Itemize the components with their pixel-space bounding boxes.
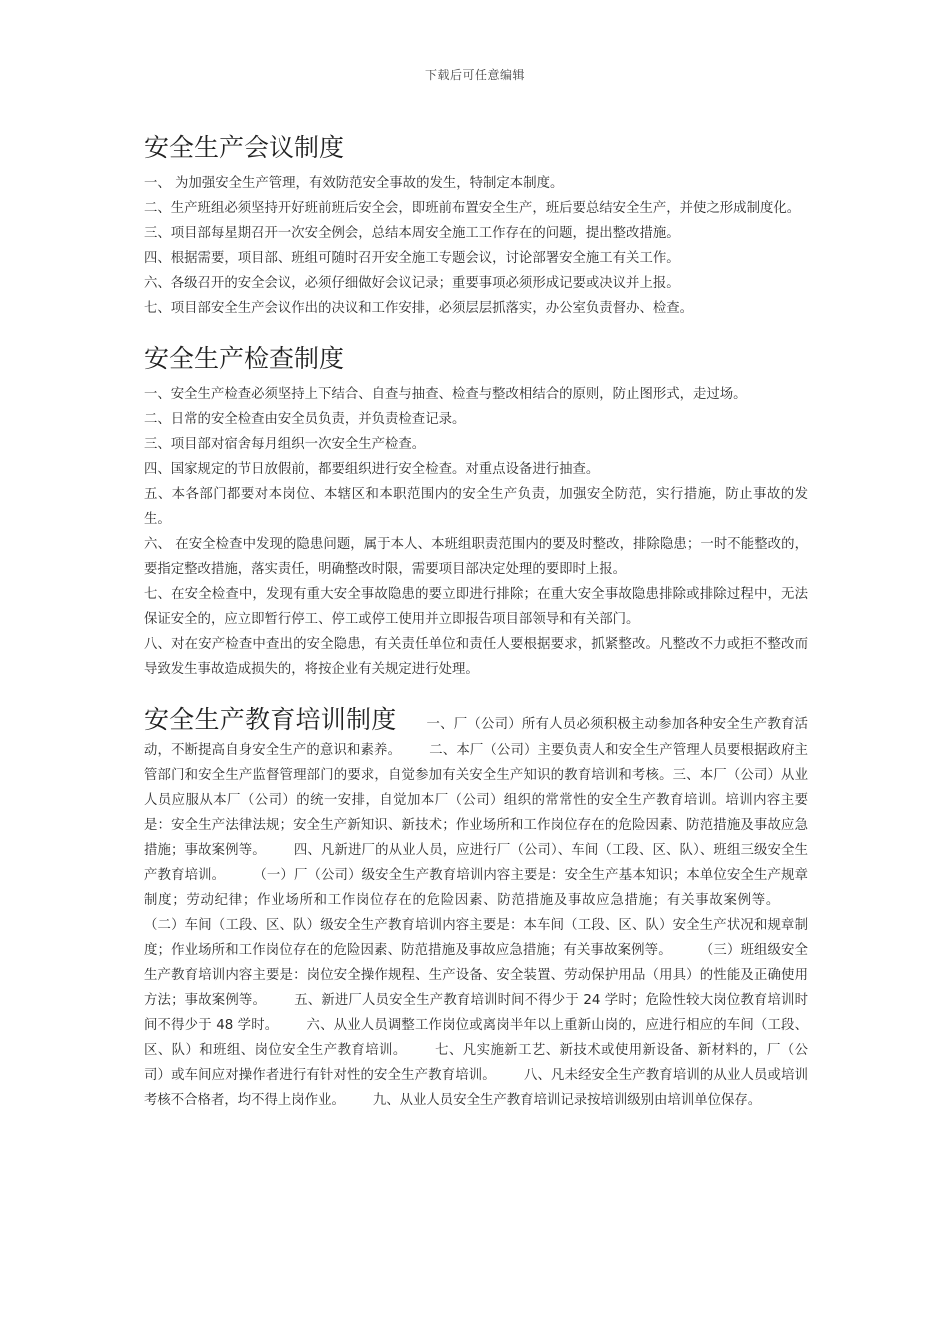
paragraph: 六、 在安全检查中发现的隐患问题，属于本人、本班组职责范围内的要及时整改，排除隐患；一时不能整改的，要指定整改措施，落实责任，明确整改时限，需要项目部决定处理的要即时上报。 [144, 537, 808, 577]
section-training-system [144, 702, 808, 1113]
paragraph: 八、凡未经安全生产教育培训的从业人员或培训考核不合格者，均不得上岗作业。 [144, 1068, 808, 1108]
section-meeting-system [144, 130, 808, 321]
paragraph: 七、在安全检查中，发现有重大安全事故隐患的要立即进行排除；在重大安全事故隐患排除或排除过程中，无法保证安全的，应立即暂行停工、停工或停工使用并立即报告项目部领导和有关部门。 [144, 587, 808, 627]
paragraph: 六、各级召开的安全会议，必须仔细做好会议记录；重要事项必须形成记要或决议并上报。 [144, 276, 680, 291]
paragraph: 一、 为加强安全生产管理，有效防范安全事故的发生，特制定本制度。 [144, 176, 564, 191]
paragraph: 六、从业人员调整工作岗位或离岗半年以上重新山岗的，应进行相应的车间（工段、区、队）和班组、岗位安全生产教育培训。 [144, 1018, 808, 1058]
paragraph: 九、从业人员安全生产教育培训记录按培训级别由培训单位保存。 [372, 1093, 762, 1108]
training-flow-text [144, 702, 808, 1113]
paragraph: 五、本各部门都要对本岗位、本辖区和本职范围内的安全生产负责，加强安全防范，实行措施，防止事故的发生。 [144, 487, 808, 527]
paragraph: 四、根据需要，项目部、班组可随时召开安全施工专题会议，讨论部署安全施工有关工作。 [144, 251, 680, 266]
paragraph: 二、本厂（公司）主要负责人和安全生产管理人员要根据政府主管部门和安全生产监督管理部门的要求，自觉参加有关安全生产知识的教育培训和考核。三、本厂（公司）从业人员应服从本厂（公司）的统一安排，自觉加本厂（公司）组织的常常性的安全生产教育培训。培训内容主要是：安全生产法律法规；安全生产新知识、新技术；作业场所和工作岗位存在的危险因素、防范措施及事故应急措施；事故案例等。 [144, 743, 809, 858]
paragraph: 八、对在安产检查中查出的安全隐患，有关责任单位和责任人要根据要求，抓紧整改。凡整改不力或拒不整改而导致发生事故造成损失的，将按企业有关规定进行处理。 [144, 637, 808, 677]
section-title: 安全生产检查制度 [144, 344, 345, 373]
paragraph: 二、日常的安全检查由安全员负责，并负责检查记录。 [144, 412, 466, 427]
paragraph: 四、凡新进厂的从业人员，应进行厂（公司）、车间（工段、区、队）、班组三级安全生产教育培训。 [144, 843, 808, 883]
paragraph: （二）车间（工段、区、队）级安全生产教育培训内容主要是：本车间（工段、区、队）安全生产状况和规章制度；作业场所和工作岗位存在的危险因素、防范措施及事故应急措施；有关事故案例等。 [144, 918, 808, 958]
paragraph: 三、项目部对宿舍每月组织一次安全生产检查。 [144, 437, 426, 452]
section-inspection-system [144, 341, 808, 682]
section-title: 安全生产教育培训制度 [144, 705, 397, 734]
paragraph: 一、安全生产检查必须坚持上下结合、自查与抽查、检查与整改相结合的原则，防止图形式，走过场。 [144, 387, 747, 402]
paragraph: 二、生产班组必须坚持开好班前班后安全会，即班前布置安全生产，班后要总结安全生产，并使之形成制度化。 [144, 201, 801, 216]
section-title: 安全生产会议制度 [144, 133, 345, 162]
paragraph: 七、项目部安全生产会议作出的决议和工作安排，必须层层抓落实，办公室负责督办、检查。 [144, 301, 694, 316]
paragraph: 四、国家规定的节日放假前，都要组织进行安全检查。对重点设备进行抽查。 [144, 462, 600, 477]
paragraph: 七、凡实施新工艺、新技术或使用新设备、新材料的，厂（公司）或车间应对操作者进行有针对性的安全生产教育培训。 [144, 1043, 809, 1083]
paragraph: 一、厂（公司）所有人员必须积极主动参加各种安全生产教育活动，不断提高自身安全生产的意识和素养。 [144, 717, 808, 758]
page-header: 下载后可任意编辑 [424, 68, 525, 82]
document-body [144, 130, 808, 1133]
paragraph: （一）厂（公司）级安全生产教育培训内容主要是：安全生产基本知识；本单位安全生产规章制度；劳动纪律；作业场所和工作岗位存在的危险因素、防范措施及事故应急措施；有关事故案例等。 [144, 868, 809, 908]
paragraph: （三）班组级安全生产教育培训内容主要是：岗位安全操作规程、生产设备、安全装置、劳动保护用品（用具）的性能及正确使用方法；事故案例等。 [144, 943, 809, 1008]
paragraph: 五、新进厂人员安全生产教育培训时间不得少于 24 学时；危险性较大岗位教育培训时间不得少于 48 学时。 [144, 993, 808, 1033]
paragraph: 三、项目部每星期召开一次安全例会，总结本周安全施工工作存在的问题，提出整改措施。 [144, 226, 680, 241]
